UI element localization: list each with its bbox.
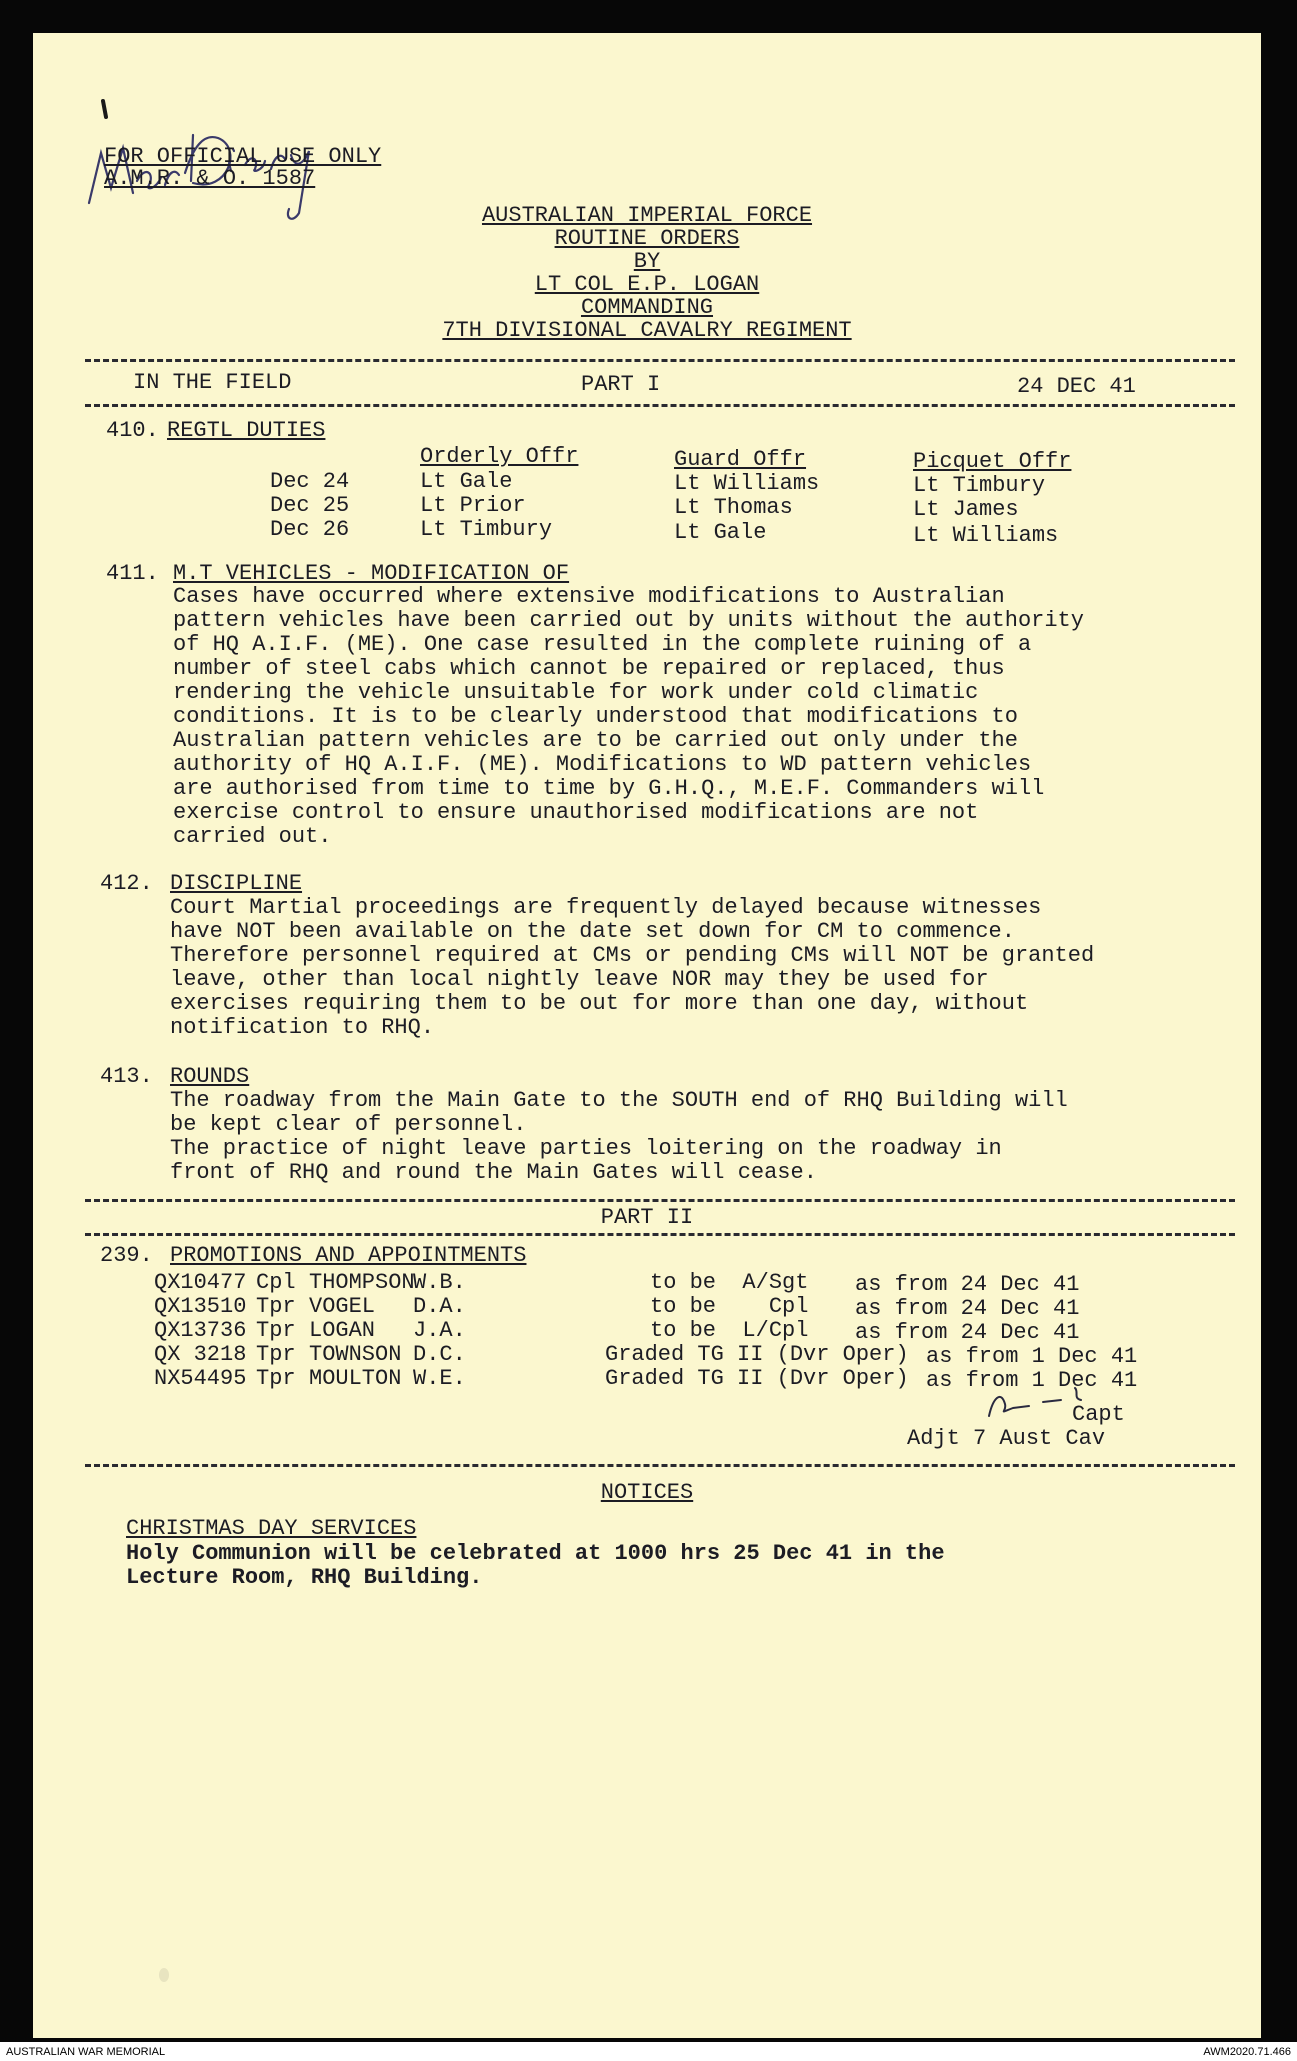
section-heading: PROMOTIONS AND APPOINTMENTS: [170, 1243, 527, 1268]
service-number: QX 3218: [154, 1342, 247, 1367]
body-line: authority of HQ A.I.F. (ME). Modifications to WD pattern vehicles: [173, 752, 1032, 777]
surname: TOWNSON: [309, 1342, 402, 1367]
section-heading: DISCIPLINE: [170, 871, 303, 896]
initials: D.A.: [413, 1294, 466, 1319]
order-number: 239.: [100, 1243, 153, 1268]
surname: VOGEL: [309, 1294, 376, 1319]
orderly-offr: Lt Timbury: [420, 517, 553, 542]
body-line: number of steel cabs which cannot be repaired or replaced, thus: [173, 656, 1005, 681]
service-number: QX13510: [154, 1294, 247, 1319]
orderly-offr: Lt Gale: [420, 469, 513, 494]
effective-date: as from 24 Dec 41: [855, 1272, 1080, 1297]
order-date: 24 DEC 41: [1017, 374, 1136, 399]
body-line: front of RHQ and round the Main Gates will cease.: [170, 1160, 817, 1185]
body-line: exercises requiring them to be out for more than one day, without: [170, 991, 1029, 1016]
section-heading: REGTL DUTIES: [167, 418, 326, 443]
divider: [85, 359, 1235, 362]
document-subtitle: ROUTINE ORDERS: [554, 226, 740, 251]
body-line: be kept clear of personnel.: [170, 1112, 527, 1137]
part-two-label: PART II: [600, 1205, 694, 1230]
order-number: 412.: [100, 871, 153, 896]
effective-date: as from 1 Dec 41: [926, 1344, 1138, 1369]
section-heading: M.T VEHICLES - MODIFICATION OF: [173, 561, 570, 586]
surname: LOGAN: [309, 1318, 376, 1343]
picquet-offr: Lt Williams: [913, 523, 1059, 548]
initials: D.C.: [413, 1342, 466, 1367]
body-line: Cases have occurred where extensive modifications to Australian: [173, 584, 1005, 609]
guard-offr: Lt Thomas: [674, 495, 793, 520]
action: to be A/Sgt: [650, 1270, 809, 1295]
rank: Tpr: [256, 1342, 296, 1367]
divider: [85, 1199, 1235, 1202]
guard-offr: Lt Gale: [674, 520, 767, 545]
order-number: 410.: [106, 418, 159, 443]
guard-offr: Lt Williams: [674, 471, 820, 496]
action: to be Cpl: [650, 1294, 809, 1319]
initials: J.A.: [413, 1318, 466, 1343]
body-line: conditions. It is to be clearly understood that modifications to: [173, 704, 1018, 729]
body-line: have NOT been available on the date set down for CM to commence.: [170, 919, 1015, 944]
rank: Tpr: [256, 1366, 296, 1391]
rank: Cpl: [256, 1270, 296, 1295]
signatory-rank: Capt: [1072, 1402, 1125, 1427]
effective-date: as from 1 Dec 41: [926, 1368, 1138, 1393]
initials: W.B.: [413, 1270, 466, 1295]
commanding-label: COMMANDING: [580, 295, 714, 320]
commander-name: LT COL E.P. LOGAN: [534, 272, 760, 297]
surname: MOULTON: [309, 1366, 402, 1391]
body-line: The roadway from the Main Gate to the SOUTH end of RHQ Building will: [170, 1088, 1068, 1113]
notice-subheading: CHRISTMAS DAY SERVICES: [126, 1516, 417, 1541]
picquet-offr: Lt Timbury: [913, 473, 1046, 498]
surname: THOMPSON: [309, 1270, 415, 1295]
service-number: NX54495: [154, 1366, 247, 1391]
place-label: IN THE FIELD: [133, 370, 292, 395]
unit-name: 7TH DIVISIONAL CAVALRY REGIMENT: [442, 318, 852, 343]
body-line: Holy Communion will be celebrated at 1000 hrs 25 Dec 41 in the: [126, 1541, 945, 1566]
body-line: carried out.: [173, 824, 332, 849]
amr-reference: A.M.R. & O. 1587: [104, 166, 316, 191]
picquet-offr: Lt James: [913, 497, 1019, 522]
document-title: AUSTRALIAN IMPERIAL FORCE: [481, 203, 813, 228]
body-line: of HQ A.I.F. (ME). One case resulted in the complete ruining of a: [173, 632, 1032, 657]
divider: [85, 404, 1235, 407]
section-heading: ROUNDS: [170, 1064, 250, 1089]
duty-date: Dec 24: [270, 469, 350, 494]
duty-date: Dec 25: [270, 493, 350, 518]
orderly-offr: Lt Prior: [420, 493, 526, 518]
page-mark: [159, 1968, 169, 1982]
title-by: BY: [633, 249, 661, 274]
notices-heading: NOTICES: [600, 1480, 694, 1505]
rank: Tpr: [256, 1318, 296, 1343]
duty-date: Dec 26: [270, 517, 350, 542]
order-number: 413.: [100, 1064, 153, 1089]
service-number: QX13736: [154, 1318, 247, 1343]
column-header: Guard Offr: [674, 447, 807, 472]
body-line: notification to RHQ.: [170, 1015, 435, 1040]
body-line: The practice of night leave parties loitering on the roadway in: [170, 1136, 1002, 1161]
effective-date: as from 24 Dec 41: [855, 1320, 1080, 1345]
footer-institution: AUSTRALIAN WAR MEMORIAL: [6, 2046, 166, 2058]
body-line: leave, other than local nightly leave NOR may they be used for: [170, 967, 989, 992]
body-line: Court Martial proceedings are frequently delayed because witnesses: [170, 895, 1042, 920]
security-classification: FOR OFFICIAL USE ONLY: [104, 144, 382, 169]
body-line: pattern vehicles have been carried out by units without the authority: [173, 608, 1084, 633]
divider: [85, 1464, 1235, 1467]
column-header: Orderly Offr: [420, 444, 579, 469]
action: Graded TG II (Dvr Oper): [605, 1366, 909, 1391]
action: Graded TG II (Dvr Oper): [605, 1342, 909, 1367]
document-page: [33, 33, 1261, 2038]
order-number: 411.: [106, 561, 159, 586]
body-line: Therefore personnel required at CMs or pending CMs will NOT be granted: [170, 943, 1095, 968]
action: to be L/Cpl: [650, 1318, 809, 1343]
service-number: QX10477: [154, 1270, 247, 1295]
body-line: are authorised from time to time by G.H.Q., M.E.F. Commanders will: [173, 776, 1045, 801]
effective-date: as from 24 Dec 41: [855, 1296, 1080, 1321]
initials: W.E.: [413, 1366, 466, 1391]
divider: [85, 1233, 1235, 1236]
rank: Tpr: [256, 1294, 296, 1319]
column-header: Picquet Offr: [913, 449, 1072, 474]
body-line: Lecture Room, RHQ Building.: [126, 1565, 483, 1590]
footer-accession-number: AWM2020.71.466: [1203, 2046, 1291, 2058]
part-label: PART I: [581, 372, 661, 397]
body-line: exercise control to ensure unauthorised modifications are not: [173, 800, 979, 825]
body-line: Australian pattern vehicles are to be carried out only under the: [173, 728, 1018, 753]
signatory-title: Adjt 7 Aust Cav: [907, 1426, 1106, 1451]
body-line: rendering the vehicle unsuitable for work under cold climatic: [173, 680, 979, 705]
